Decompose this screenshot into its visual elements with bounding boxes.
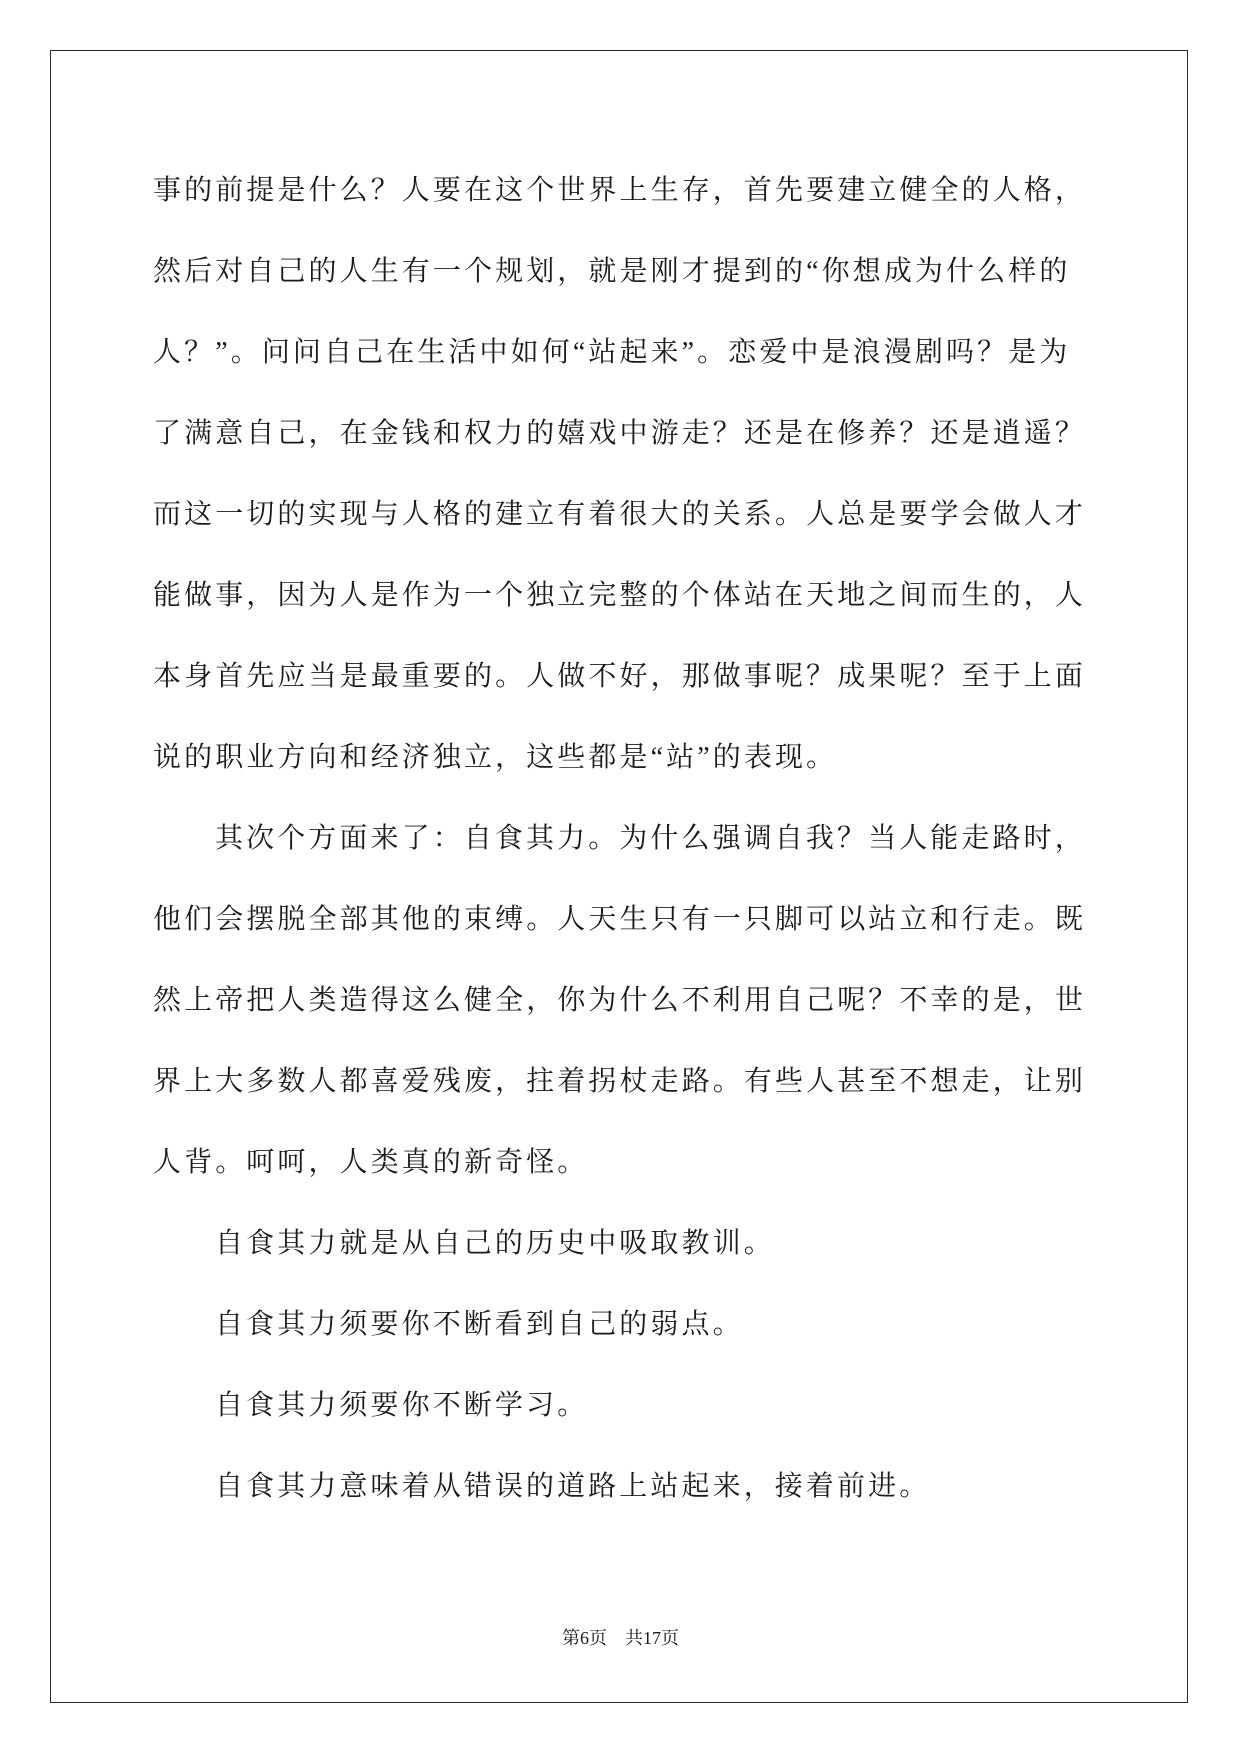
text-line: 然上帝把人类造得这么健全，你为什么不利用自己呢？不幸的是，世	[153, 985, 1087, 1016]
text-line: 说的职业方向和经济独立，这些都是“站”的表现。	[153, 742, 838, 773]
text-line: 人？”。问问自己在生活中如何“站起来”。恋爱中是浪漫剧吗？是为	[153, 337, 1071, 368]
document-body	[153, 150, 1093, 1527]
text-line: 他们会摆脱全部其他的束缚。人天生只有一只脚可以站立和行走。既	[153, 904, 1087, 935]
text-line: 界上大多数人都喜爱残废，拄着拐杖走路。有些人甚至不想走，让别	[153, 1066, 1087, 1097]
paragraph	[153, 798, 1093, 1203]
text-line: 自食其力须要你不断看到自己的弱点。	[215, 1309, 744, 1340]
page-total: 共17页	[625, 1628, 679, 1648]
text-line: 而这一切的实现与人格的建立有着很大的关系。人总是要学会做人才	[153, 499, 1087, 530]
page-footer	[0, 1625, 1241, 1651]
page-number: 第6页	[562, 1628, 607, 1648]
text-line: 人背。呵呵，人类真的新奇怪。	[153, 1147, 589, 1178]
text-line: 能做事，因为人是作为一个独立完整的个体站在天地之间而生的，人	[153, 580, 1087, 611]
paragraph	[153, 150, 1093, 798]
text-line: 然后对自己的人生有一个规划，就是刚才提到的“你想成为什么样的	[153, 256, 1071, 287]
text-line: 自食其力须要你不断学习。	[215, 1390, 589, 1421]
paragraph	[153, 1365, 1093, 1446]
text-line: 本身首先应当是最重要的。人做不好，那做事呢？成果呢？至于上面	[153, 661, 1087, 692]
text-line: 事的前提是什么？人要在这个世界上生存，首先要建立健全的人格，	[153, 175, 1087, 206]
paragraph	[153, 1446, 1093, 1527]
paragraph	[153, 1284, 1093, 1365]
text-line: 自食其力就是从自己的历史中吸取教训。	[215, 1228, 775, 1259]
paragraph	[153, 1203, 1093, 1284]
text-line: 自食其力意味着从错误的道路上站起来，接着前进。	[215, 1471, 931, 1502]
text-line: 了满意自己，在金钱和权力的嬉戏中游走？还是在修养？还是逍遥？	[153, 418, 1087, 449]
text-line: 其次个方面来了：自食其力。为什么强调自我？当人能走路时，	[215, 823, 1086, 854]
